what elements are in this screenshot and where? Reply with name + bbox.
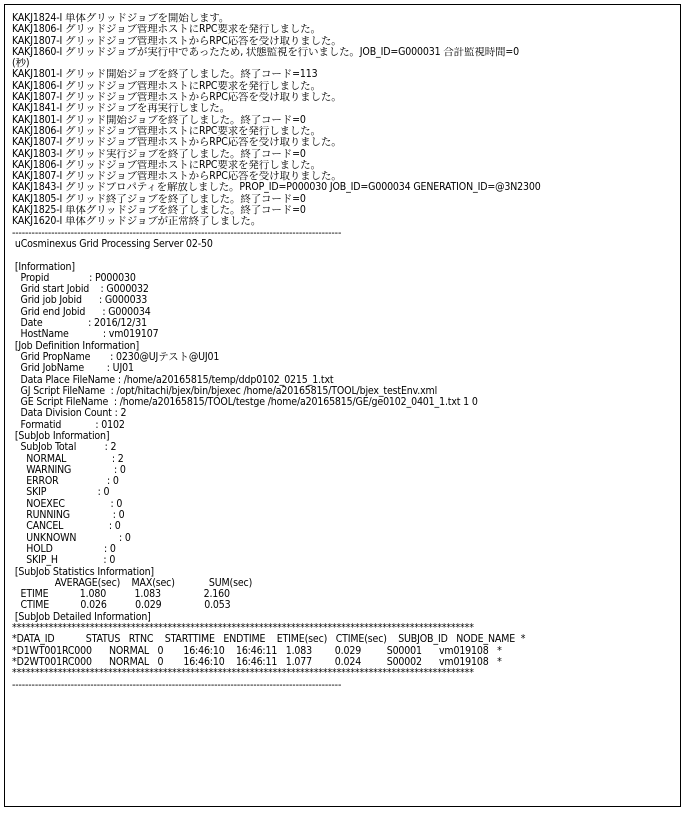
log-line: RUNNING : 0 [12,510,125,522]
log-line: KAKJ1841-I グリッドジョブを再実行しました。 [12,103,230,115]
log-line: CANCEL : 0 [12,521,121,533]
log-line: KAKJ1860-I グリッドジョブが実行中であったため, 状態監視を行いました。JOB_ID=G000031 合計監視時間=0 [12,46,520,58]
log-line: NOEXEC : 0 [12,498,123,510]
log-line: KAKJ1807-I グリッドジョブ管理ホストからRPC応答を受け取りました。 [12,92,342,104]
log-line: KAKJ1806-I グリッドジョブ管理ホストにRPC要求を発行しました。 [12,125,321,137]
log-line: *DATA_ID STATUS RTNC STARTTIME ENDTIME ETIME(sec) CTIME(sec) SUBJOB_ID NODE_NAME * [12,634,526,646]
log-text [12,13,677,691]
log-line: GJ Script FileName : /opt/hitachi/bjex/bin/bjexec /home/a20165815/TOOL/bjex_testEnv.xml [12,385,438,397]
log-line: Grid job Jobid : G000033 [12,295,148,307]
log-line: KAKJ1803-I グリッド実行ジョブを終了しました。終了コード=0 [12,148,306,160]
log-line: KAKJ1807-I グリッドジョブ管理ホストからRPC応答を受け取りました。 [12,35,342,47]
log-line: NORMAL : 2 [12,453,124,465]
log-line: *D1WT001RC000 NORMAL 0 16:46:10 16:46:11 1.083 0.029 S00001 vm019108 * [12,645,502,657]
log-line: CTIME 0.026 0.029 0.053 [12,600,231,612]
log-line: KAKJ1824-I 単体グリッドジョブを開始します。 [12,13,230,24]
log-line: ----------------------------------------------------------------------------------------------------- [12,679,342,691]
log-line: Date : 2016/12/31 [12,318,147,330]
log-line: Grid end Jobid : G000034 [12,306,151,318]
log-line: [SubJob Statistics Information] [12,566,154,578]
log-line: KAKJ1806-I グリッドジョブ管理ホストにRPC要求を発行しました。 [12,80,321,92]
log-line: [Job Definition Information] [12,340,139,352]
log-line: [SubJob Detailed Information] [12,611,151,623]
log-line: UNKNOWN : 0 [12,532,131,544]
log-line: KAKJ1807-I グリッドジョブ管理ホストからRPC応答を受け取りました。 [12,137,342,149]
log-line: Grid start Jobid : G000032 [12,284,149,296]
log-line: HOLD : 0 [12,543,116,555]
log-line: uCosminexus Grid Processing Server 02-50 [12,238,213,250]
log-line: Grid JobName : UJ01 [12,363,134,375]
log-line: Data Place FileName : /home/a20165815/temp/ddp0102_0215_1.txt [12,374,334,386]
log-line: KAKJ1806-I グリッドジョブ管理ホストにRPC要求を発行しました。 [12,24,321,36]
log-line: HostName : vm019107 [12,329,159,341]
log-line: Propid : P000030 [12,272,136,284]
log-line: ***************************************************************************************************** [12,668,474,680]
log-line: SKIP_H : 0 [12,555,116,567]
log-line: ***************************************************************************************************** [12,623,474,635]
log-output-panel [4,4,681,807]
log-line: KAKJ1801-I グリッド開始ジョブを終了しました。終了コード=0 [12,114,306,126]
log-line: ETIME 1.080 1.083 2.160 [12,589,230,601]
log-line: KAKJ1620-I 単体グリッドジョブが正常終了しました。 [12,216,262,228]
log-line: KAKJ1843-I グリッドプロパティを解放しました。PROP_ID=P000030 JOB_ID=G000034 GENERATION_ID=@3N2300 [12,182,541,194]
log-line: Formatid : 0102 [12,419,125,431]
log-line: KAKJ1805-I グリッド終了ジョブを終了しました。終了コード=0 [12,193,306,205]
log-line: KAKJ1807-I グリッドジョブ管理ホストからRPC応答を受け取りました。 [12,171,342,183]
log-line: AVERAGE(sec) MAX(sec) SUM(sec) [12,577,253,589]
log-line: [SubJob Information] [12,430,110,442]
log-line: KAKJ1801-I グリッド開始ジョブを終了しました。終了コード=113 [12,69,318,81]
log-line: SKIP : 0 [12,487,110,499]
log-line: WARNING : 0 [12,464,126,476]
log-line: *D2WT001RC000 NORMAL 0 16:46:10 16:46:11 1.077 0.024 S00002 vm019108 * [12,656,502,668]
log-line: Grid PropName : 0230@UJテスト@UJ01 [12,351,220,363]
log-line: ERROR : 0 [12,476,119,488]
log-line: KAKJ1806-I グリッドジョブ管理ホストにRPC要求を発行しました。 [12,159,321,171]
log-line: ----------------------------------------------------------------------------------------------------- [12,227,342,239]
log-line: [Information] [12,261,75,273]
log-line [12,250,677,261]
log-line: (秒) [12,58,30,70]
log-line: KAKJ1825-I 単体グリッドジョブを終了しました。終了コード=0 [12,205,306,217]
log-line: GE Script FileName : /home/a20165815/TOOL/testge /home/a20165815/GE/ge0102_0401_1.txt 1 0 [12,397,478,409]
log-line: Data Division Count : 2 [12,408,127,420]
log-line: SubJob Total : 2 [12,442,117,454]
